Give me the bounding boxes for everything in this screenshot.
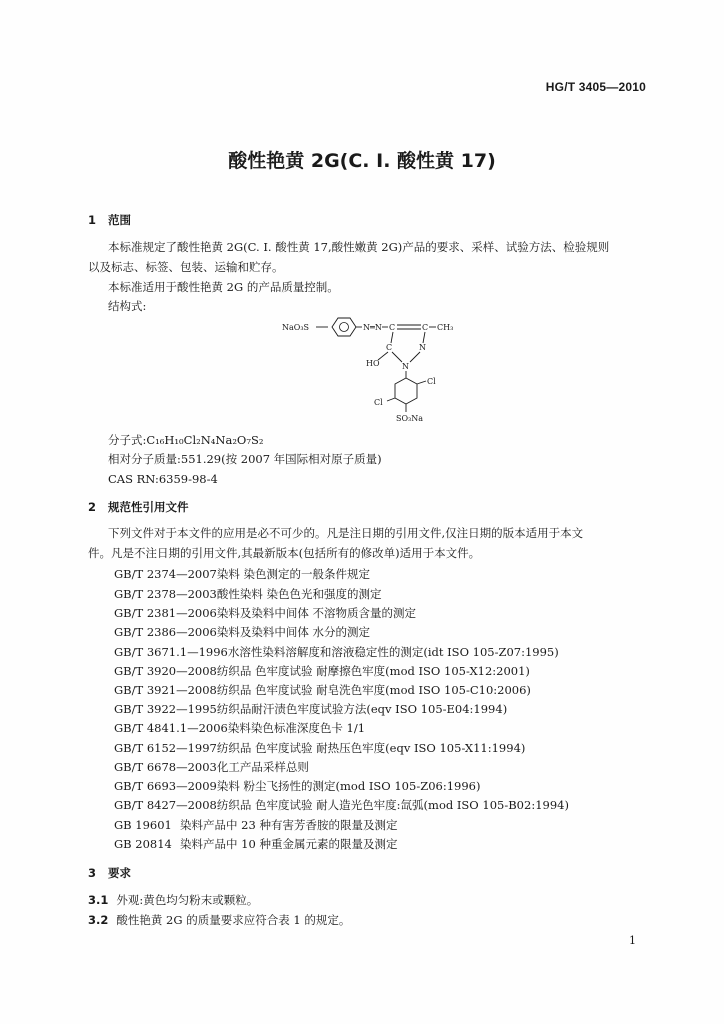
reference-code: GB/T 3922—1995 — [114, 702, 217, 716]
reference-item — [114, 644, 559, 660]
structure-label: 结构式: — [108, 299, 147, 313]
n-right-label: N — [419, 343, 426, 352]
reference-title: 纺织品耐汗渍色牢度试验方法(eqv ISO 105-E04:1994) — [216, 702, 508, 716]
section-1-heading — [88, 212, 131, 228]
reference-title: 染料及染料中间体 不溶物质含量的测定 — [216, 606, 417, 620]
reference-title: 化工产品采样总则 — [216, 760, 309, 774]
c3-label: C — [386, 343, 393, 352]
scope-para2: 本标准适用于酸性艳黄 2G 的产品质量控制。 — [108, 280, 339, 294]
references-intro-line2: 件。凡是不注日期的引用文件,其最新版本(包括所有的修改单)适用于本文件。 — [88, 546, 481, 560]
section-3-number: 3 — [88, 866, 97, 880]
reference-title: 纺织品 色牢度试验 耐人造光色牢度:氙弧(mod ISO 105-B02:1994) — [216, 798, 569, 812]
requirement-item — [88, 912, 350, 928]
standard-code: HG/T 3405—2010 — [545, 80, 646, 94]
ho-label: HO — [366, 359, 380, 368]
reference-title: 染料产品中 23 种有害芳香胺的限量及测定 — [180, 818, 398, 832]
requirement-number: 3.1 — [88, 893, 109, 907]
ch3-label: CH₃ — [437, 323, 454, 332]
reference-title: 酸性染料 染色色光和强度的测定 — [216, 587, 382, 601]
section-2-title: 规范性引用文件 — [108, 500, 189, 514]
reference-title: 纺织品 色牢度试验 耐皂洗色牢度(mod ISO 105-C10:2006) — [216, 683, 531, 697]
reference-code: GB 19601 — [114, 818, 172, 832]
reference-title: 染料产品中 10 种重金属元素的限量及测定 — [180, 837, 398, 851]
reference-item — [114, 778, 480, 794]
n-bottom-label: N — [402, 362, 409, 371]
molecular-formula: 分子式:C₁₆H₁₀Cl₂N₄Na₂O₇S₂ — [108, 433, 264, 447]
reference-item — [114, 701, 507, 717]
reference-code: GB 20814 — [114, 837, 172, 851]
cl-left-label: Cl — [374, 398, 383, 407]
reference-item — [114, 624, 370, 640]
requirement-text: 酸性艳黄 2G 的质量要求应符合表 1 的规定。 — [116, 913, 351, 927]
reference-code: GB/T 2381—2006 — [114, 606, 217, 620]
reference-title: 染料及染料中间体 水分的测定 — [216, 625, 371, 639]
scope-para-line1: 本标准规定了酸性艳黄 2G(C. I. 酸性黄 17,酸性嫩黄 2G)产品的要求、采样、试验方法、检验规则 — [108, 240, 610, 254]
structural-formula — [278, 310, 478, 430]
requirement-text: 外观:黄色均匀粉末或颗粒。 — [116, 893, 259, 907]
c2-label: C — [422, 323, 429, 332]
section-1-number: 1 — [88, 213, 97, 227]
naso3-left-label: NaO₃S — [282, 323, 310, 332]
benzene-ring-2 — [395, 378, 417, 404]
reference-item — [114, 836, 397, 852]
reference-code: GB/T 2386—2006 — [114, 625, 217, 639]
cl-right-label: Cl — [427, 377, 436, 386]
reference-code: GB/T 2374—2007 — [114, 567, 217, 581]
reference-code: GB/T 6693—2009 — [114, 779, 217, 793]
azo-label: N═N — [363, 323, 382, 332]
reference-code: GB/T 8427—2008 — [114, 798, 217, 812]
molecular-mass: 相对分子质量:551.29(按 2007 年国际相对原子质量) — [108, 452, 382, 466]
reference-item — [114, 586, 382, 602]
reference-title: 染料 染色测定的一般条件规定 — [216, 567, 371, 581]
reference-item — [114, 740, 525, 756]
reference-code: GB/T 3921—2008 — [114, 683, 217, 697]
reference-title: 纺织品 色牢度试验 耐热压色牢度(eqv ISO 105-X11:1994) — [216, 741, 526, 755]
reference-item — [114, 797, 569, 813]
cas-number: CAS RN:6359-98-4 — [108, 472, 218, 486]
reference-code: GB/T 3920—2008 — [114, 664, 217, 678]
reference-item — [114, 605, 416, 621]
references-intro-line1: 下列文件对于本文件的应用是必不可少的。凡是注日期的引用文件,仅注日期的版本适用于本文 — [108, 526, 584, 540]
reference-item — [114, 817, 397, 833]
reference-item — [114, 663, 530, 679]
reference-item — [114, 682, 531, 698]
section-2-heading — [88, 499, 189, 515]
scope-para-line2: 以及标志、标签、包装、运输和贮存。 — [88, 260, 284, 274]
reference-item — [114, 566, 370, 582]
requirement-number: 3.2 — [88, 913, 109, 927]
reference-code: GB/T 2378—2003 — [114, 587, 217, 601]
requirement-item — [88, 892, 258, 908]
reference-code: GB/T 3671.1—1996 — [114, 645, 228, 659]
reference-code: GB/T 6678—2003 — [114, 760, 217, 774]
section-3-title: 要求 — [108, 866, 131, 880]
section-1-title: 范围 — [108, 213, 131, 227]
reference-code: GB/T 6152—1997 — [114, 741, 217, 755]
benzene-ring-1 — [332, 318, 356, 336]
document-title: 酸性艳黄 2G(C. I. 酸性黄 17) — [228, 150, 496, 172]
reference-title: 水溶性染料溶解度和溶液稳定性的测定(idt ISO 105-Z07:1995) — [227, 645, 559, 659]
reference-title: 染料染色标准深度色卡 1/1 — [227, 721, 366, 735]
section-2-number: 2 — [88, 500, 97, 514]
reference-title: 染料 粉尘飞扬性的测定(mod ISO 105-Z06:1996) — [216, 779, 481, 793]
reference-item — [114, 720, 365, 736]
c1-label: C — [389, 323, 396, 332]
reference-item — [114, 759, 309, 775]
reference-code: GB/T 4841.1—2006 — [114, 721, 228, 735]
so3na-label: SO₃Na — [396, 414, 424, 423]
page-number: 1 — [629, 934, 636, 947]
section-3-heading — [88, 865, 131, 881]
reference-title: 纺织品 色牢度试验 耐摩擦色牢度(mod ISO 105-X12:2001) — [216, 664, 530, 678]
